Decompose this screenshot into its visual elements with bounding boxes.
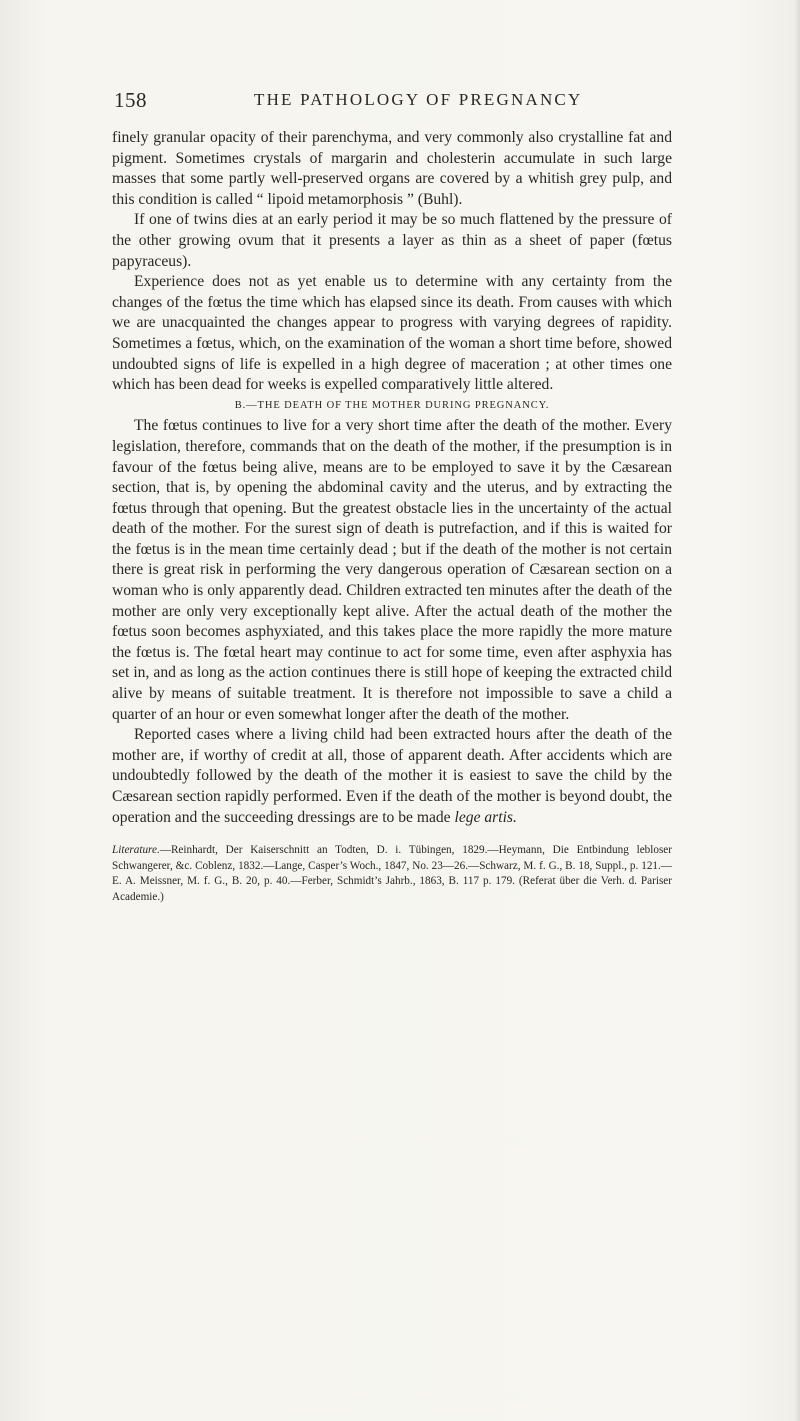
- page-number: 158: [114, 88, 147, 112]
- page-body: [112, 128, 672, 906]
- paragraph: The fœtus continues to live for a very short time after the death of the mother. Every legislation, therefore, commands that on the death of the mother, if the presumption is in favour of the fœtus being alive, means are to be employed to save it by the Cæsarean section, that is, by opening the abdominal cavity and the uterus, and by extracting the fœtus through that opening. But the greatest obstacle lies in the uncertainty of the actual death of the mother. For the surest sign of death is putrefaction, and if this is waited for the fœtus is in the mean time certainly dead ; but if the death of the mother is not certain there is great risk in performing the very dangerous operation of Cæsarean section on a woman who is only apparently dead. Children extracted ten minutes after the death of the mother are only very exceptionally kept alive. After the actual death of the mother the fœtus soon becomes asphyxiated, and this takes place the more rapidly the more mature the fœtus is. The fœtal heart may continue to act for some time, even after asphyxia has set in, and as long as the action continues there is still hope of keeping the extracted child alive by means of suitable treatment. It is therefore not impossible to save a child a quarter of an hour or even somewhat longer after the death of the mother.: [112, 417, 672, 723]
- literature-label: Literature.: [112, 844, 160, 857]
- paragraph: finely granular opacity of their parenchyma, and very commonly also crystalline fat and pigment. Sometimes crystals of margarin and cholesterin accumulate in such large masses that some partly well-preserved organs are covered by a whitish grey pulp, and this condition is called “ lipoid metamorphosis ” (Buhl).: [112, 129, 672, 208]
- paragraph-text: Reported cases where a living child had been extracted hours after the death of the mother are, if worthy of credit at all, those of apparent death. After accidents which are undoubtedly followed by the death of the mother it is easiest to save the child by the Cæsarean section rapidly performed. Even if the death of the mother is beyond doubt, the operation and the succeeding dressings are to be made: [112, 726, 672, 826]
- running-head: THE PATHOLOGY OF PREGNANCY: [254, 90, 583, 109]
- section-heading: B.—THE DEATH OF THE MOTHER DURING PREGNANCY.: [234, 399, 550, 411]
- italic-phrase: lege artis.: [454, 808, 517, 826]
- paragraph: Experience does not as yet enable us to determine with any certainty from the changes of the fœtus the time which has elapsed since its death. From causes with which we are unacquainted the changes appear to progress with varying degrees of rapidity. Sometimes a fœtus, which, on the examination of the woman a short time before, showed undoubted signs of life is expelled in a high degree of maceration ; at other times one which has been dead for weeks is expelled comparatively little altered.: [112, 273, 672, 394]
- page-edge-shadow: [794, 0, 800, 1421]
- literature-references: [112, 843, 672, 905]
- literature-text: —Reinhardt, Der Kaiserschnitt an Todten, D. i. Tübingen, 1829.—Heymann, Die Entbindung lebloser Schwangerer, &c. Coblenz, 1832.—Lange, Casper’s Woch., 1847, No. 23—26.—Schwarz, M. f. G., B. 18, Suppl., p. 121.—E. A. Meissner, M. f. G., B. 20, p. 40.—Ferber, Schmidt’s Jahrb., 1863, B. 117 p. 179. (Referat über die Verh. d. Pariser Academie.): [112, 844, 672, 903]
- page-header: [114, 88, 674, 112]
- paragraph: If one of twins dies at an early period it may be so much flattened by the pressure of the other growing ovum that it presents a layer as thin as a sheet of paper (fœtus papyraceus).: [112, 211, 672, 270]
- paragraph: [112, 725, 672, 828]
